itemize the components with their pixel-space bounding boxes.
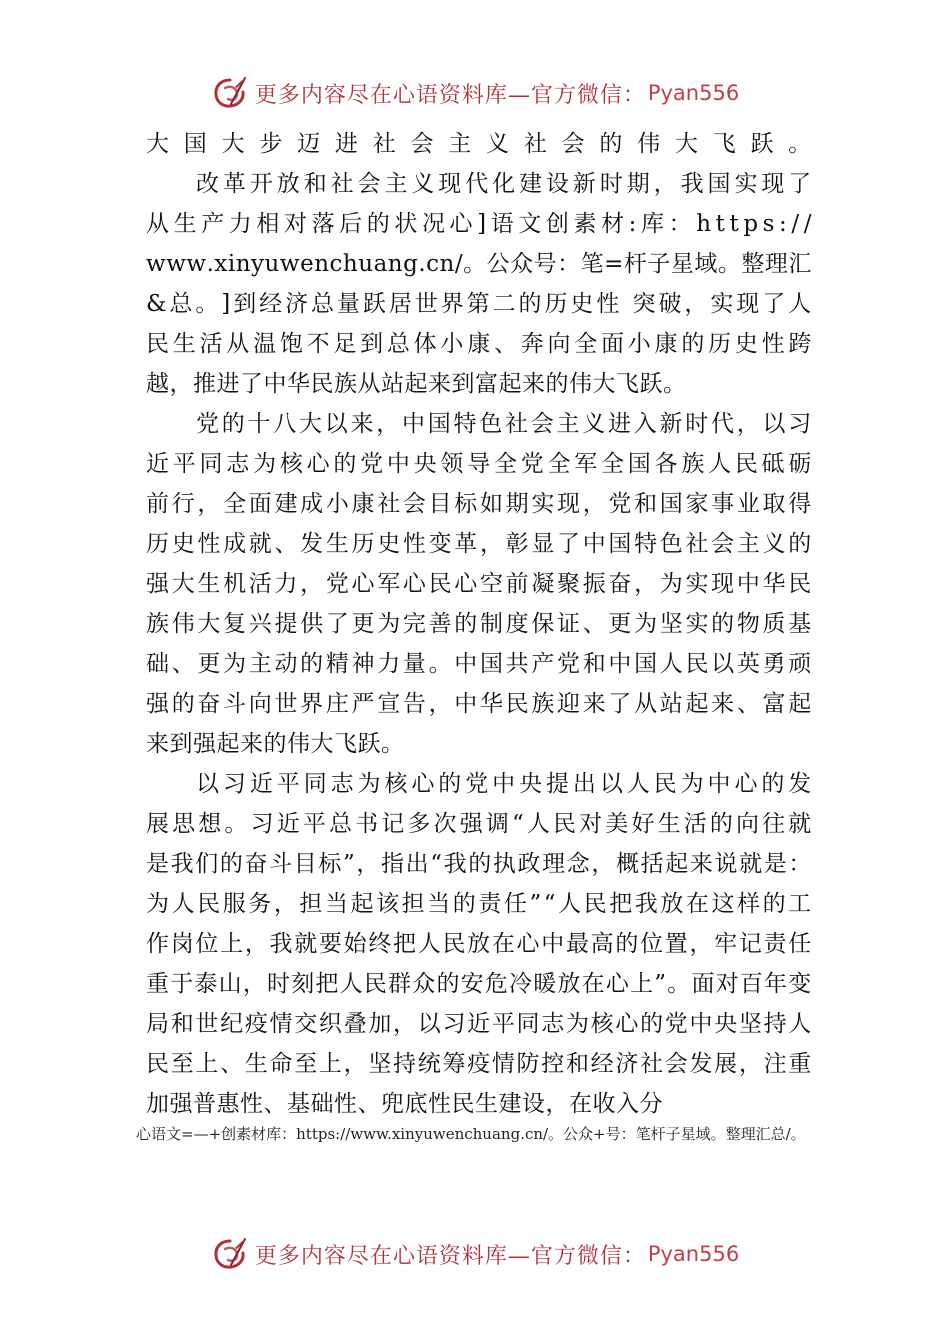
body-line: 加强普惠性、基础性、兜底性民生建设，在收入分 xyxy=(146,1091,663,1117)
footer-banner xyxy=(0,1231,950,1277)
body-line: 是 我 们 的 奋 斗 目 标 ” ， 指 出 “ 我 的 执 政 理 念 ， 概 括 起 来 说 就 是 ： xyxy=(146,851,812,877)
body-line: 历 史 性 成 就 、 发 生 历 史 性 变 革 ， 彰 显 了 中 国 特 色 社 会 主 义 的 xyxy=(146,531,812,557)
quill-logo-icon xyxy=(211,1235,249,1273)
footer-note: 心语文=—+创素材库：https://www.xinyuwenchuang.cn/。公众+号：笔杆子星域。整理汇总/。 xyxy=(136,1125,806,1143)
body-line: 近 平 同 志 为 核 心 的 党 中 央 领 导 全 党 全 军 全 国 各 族 人 民 砥 砺 xyxy=(146,451,812,477)
body-line: 作 岗 位 上 ， 我 就 要 始 终 把 人 民 放 在 心 中 最 高 的 位 置 ， 牢 记 责 任 xyxy=(146,931,812,957)
header-banner-text: 更多内容尽在心语资料库—官方微信： xyxy=(254,82,646,108)
body-line: & 总 。 ] 到 经 济 总 量 跃 居 世 界 第 二 的 历 史 性 突 破 ， 实 现 了 人 xyxy=(146,291,812,317)
body-line: 越，推进了中华民族从站起来到富起来的伟大飞跃。 xyxy=(146,371,687,397)
quill-logo-icon xyxy=(211,74,249,112)
body-line: 为 人 民 服 务 ， 担 当 起 该 担 当 的 责 任 ” “ 人 民 把 我 放 在 这 样 的 工 xyxy=(146,891,812,917)
paragraph-first-line: 以 习 近 平 同 志 为 核 心 的 党 中 央 提 出 以 人 民 为 中 心 的 发 xyxy=(196,771,812,797)
header-banner-handle: Pyan556 xyxy=(647,81,740,105)
body-line: 展 思 想 。 习 近 平 总 书 记 多 次 强 调 “ 人 民 对 美 好 生 活 的 向 往 就 xyxy=(146,811,812,837)
paragraph-first-line: 改 革 开 放 和 社 会 主 义 现 代 化 建 设 新 时 期 ， 我 国 实 现 了 xyxy=(196,171,812,197)
header-banner xyxy=(0,70,950,116)
body-line: 强 的 奋 斗 向 世 界 庄 严 宣 告 ， 中 华 民 族 迎 来 了 从 站 起 来 、 富 起 xyxy=(146,691,812,717)
footer-banner-handle: Pyan556 xyxy=(647,1242,740,1266)
body-line: w w w . x i n y u w e n c h u a n g . c n / 。 公 众 号 ： 笔 = 杆 子 星 域 。 整 理 汇 xyxy=(146,251,812,277)
paragraph-first-line: 党 的 十 八 大 以 来 ， 中 国 特 色 社 会 主 义 进 入 新 时 代 ， 以 习 xyxy=(196,411,812,437)
body-line: 来到强起来的伟大飞跃。 xyxy=(146,731,405,757)
body-line: 大 国 大 步 迈 进 社 会 主 义 社 会 的 伟 大 飞 跃 。 xyxy=(146,131,812,157)
body-line: 局 和 世 纪 疫 情 交 织 叠 加 ， 以 习 近 平 同 志 为 核 心 的 党 中 央 坚 持 人 xyxy=(146,1011,812,1037)
body-line: 从 生 产 力 相 对 落 后 的 状 况 心 ] 语 文 创 素 材 : 库 ： h t t p s : / / xyxy=(146,211,812,237)
body-line: 强 大 生 机 活 力 ， 党 心 军 心 民 心 空 前 凝 聚 振 奋 ， 为 实 现 中 华 民 xyxy=(146,571,812,597)
body-line: 重 于 泰 山 ， 时 刻 把 人 民 群 众 的 安 危 冷 暖 放 在 心 上 ” 。 面 对 百 年 变 xyxy=(146,971,812,997)
document-body xyxy=(146,124,812,1124)
body-line: 前 行 ， 全 面 建 成 小 康 社 会 目 标 如 期 实 现 ， 党 和 国 家 事 业 取 得 xyxy=(146,491,812,517)
footer-banner-text: 更多内容尽在心语资料库—官方微信： xyxy=(254,1243,646,1269)
body-line: 民 生 活 从 温 饱 不 足 到 总 体 小 康 、 奔 向 全 面 小 康 的 历 史 性 跨 xyxy=(146,331,812,357)
body-line: 族 伟 大 复 兴 提 供 了 更 为 完 善 的 制 度 保 证 、 更 为 坚 实 的 物 质 基 xyxy=(146,611,812,637)
body-line: 础 、 更 为 主 动 的 精 神 力 量 。 中 国 共 产 党 和 中 国 人 民 以 英 勇 顽 xyxy=(146,651,812,677)
body-line: 民 至 上 、 生 命 至 上 ， 坚 持 统 筹 疫 情 防 控 和 经 济 社 会 发 展 ， 注 重 xyxy=(146,1051,812,1077)
